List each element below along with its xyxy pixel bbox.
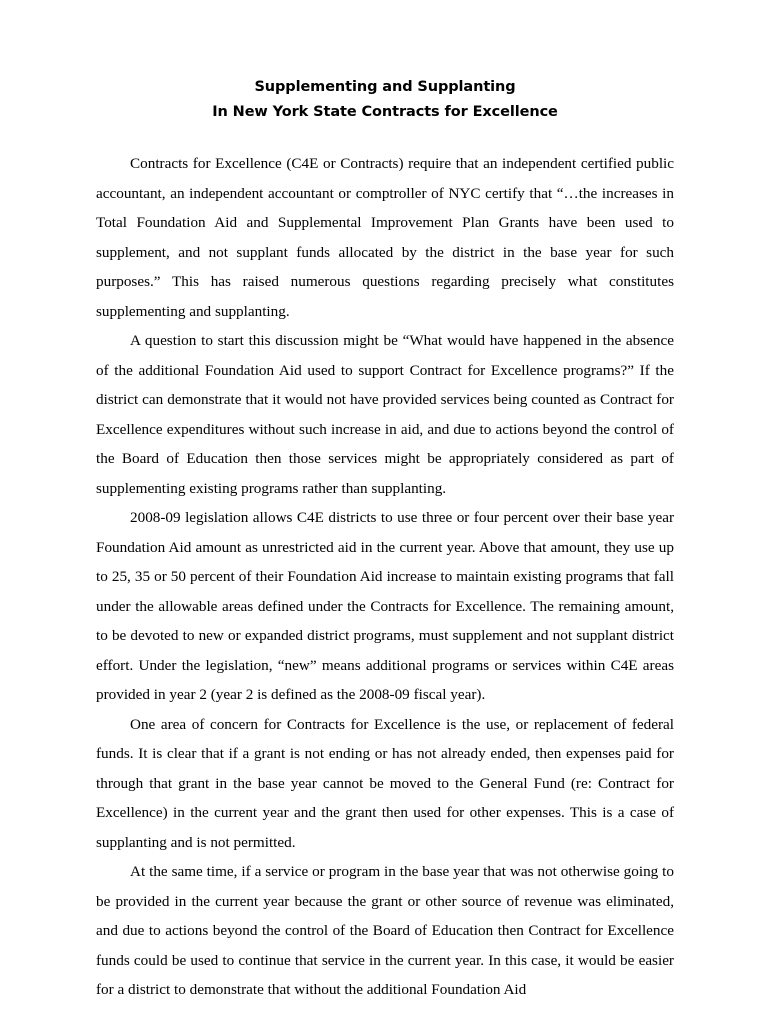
document-body	[96, 149, 674, 1005]
paragraph: One area of concern for Contracts for Excellence is the use, or replacement of federal funds. It is clear that if a grant is not ending or has not already ended, then expenses paid for through that grant in the base year cannot be moved to the General Fund (re: Contract for Excellence) in the current year and the grant then used for other expenses. This is a case of supplanting and is not permitted.	[96, 715, 674, 851]
page-title-line-1: Supplementing and Supplanting	[254, 79, 516, 95]
paragraph: At the same time, if a service or program in the base year that was not otherwise going to be provided in the current year because the grant or other source of revenue was eliminated, and due to actions beyond the control of the Board of Education then Contract for Excellence funds could be used to continue that service in the current year. In this case, it would be easier for a district to demonstrate that without the additional Foundation Aid	[96, 863, 674, 998]
paragraph: Contracts for Excellence (C4E or Contracts) require that an independent certified public accountant, an independent accountant or comptroller of NYC certify that “…the increases in Total Foundation Aid and Supplemental Improvement Plan Grants have been used to supplement, and not supplant funds allocated by the district in the base year for such purposes.” This has raised numerous questions regarding precisely what constitutes supplementing and supplanting.	[96, 155, 674, 320]
paragraph: A question to start this discussion might be “What would have happened in the absence of the additional Foundation Aid used to support Contract for Excellence programs?” If the district can demonstrate that it would not have provided services being counted as Contract for Excellence expenditures without such increase in aid, and due to actions beyond the control of the Board of Education then those services might be appropriately considered as part of supplementing existing programs rather than supplanting.	[96, 332, 674, 497]
paragraph: 2008-09 legislation allows C4E districts to use three or four percent over their base year Foundation Aid amount as unrestricted aid in the current year. Above that amount, they use up to 25, 35 or 50 percent of their Foundation Aid increase to maintain existing programs that fall under the allowable areas defined under the Contracts for Excellence. The remaining amount, to be devoted to new or expanded district programs, must supplement and not supplant district effort. Under the legislation, “new” means additional programs or services within C4E areas provided in year 2 (year 2 is defined as the 2008-09 fiscal year).	[96, 509, 674, 703]
page-title	[96, 80, 674, 119]
page-title-line-2: In New York State Contracts for Excellence	[212, 103, 558, 120]
